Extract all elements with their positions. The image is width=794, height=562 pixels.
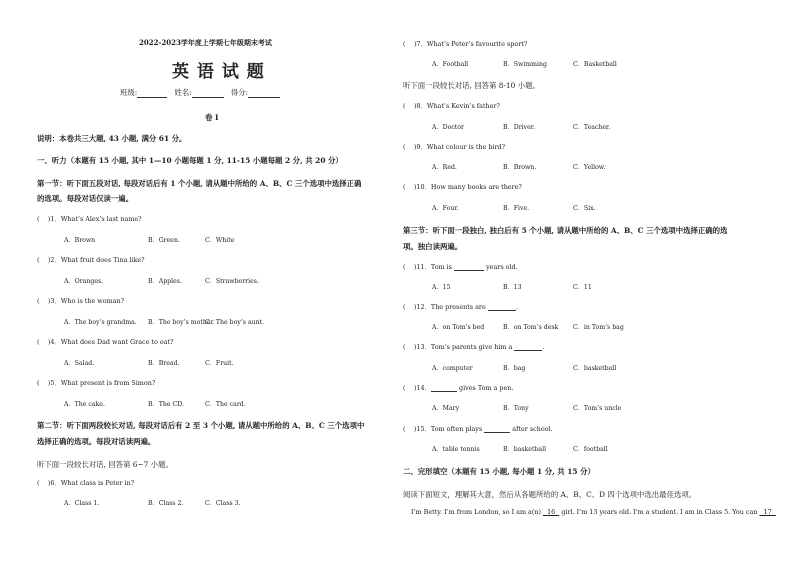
section2-instruction-line1: 第二节：听下面两段较长对话, 每段对话后有 2 至 3 个小题, 请从题中所给的 A、B、C 三个选项中 [37,421,365,430]
blank-17[interactable]: 17 [763,508,772,516]
question-text: ( )5．What present is from Simon? [37,379,156,387]
option-c[interactable]: C．Six. [573,205,596,212]
option-c[interactable]: C．Basketball [573,61,617,68]
option-a[interactable]: A．on Tom’s bed [432,324,485,331]
option-b[interactable]: B．Tony [503,405,529,412]
section1-instruction-line1: 第一节：听下面五段对话, 每段对话后有 1 个小题, 请从题中所给的 A、B、C 三个选项中选择正确 [37,179,362,188]
option-a[interactable]: A．Salad. [64,360,95,367]
question-text: ( )2．What fruit does Tina like? [37,256,145,264]
section3-instruction-line1: 第三节：听下面一段独白, 独白后有 5 个小题, 请从题中所给的 A、B、C 三个选项中选择正确的选 [403,226,728,235]
option-a[interactable]: A．computer [432,365,473,372]
option-b[interactable]: B．Driver. [503,124,536,131]
answer-blank[interactable] [431,384,457,392]
question-text: ( )1．What’s Alex’s last name? [37,215,142,223]
cloze-text: I’m Betty. I’m from London, so I am a(n) 16 girl. I’m 13 years old. I’m a student. I am in Class 5. You can 17 [411,508,776,516]
option-b[interactable]: B．Class 2. [148,500,184,507]
question-text: ( )4．What does Dad want Grace to eat? [37,338,174,346]
option-b[interactable]: B．on Tom’s desk [503,324,559,331]
option-a[interactable]: A．The boy’s grandma. [64,319,137,326]
question-text: ( )15．Tom often plays after school. [403,425,553,433]
class-label: 班级: [120,88,138,97]
answer-blank[interactable] [484,425,510,433]
score-label: 得分: [230,88,248,97]
section3-instruction-line2: 项。独白读两遍。 [403,242,463,251]
option-a[interactable]: A．Mary [432,405,460,412]
section2-instruction-line2: 选择正确的选项。每段对话读两遍。 [37,437,156,446]
option-a[interactable]: A．Football [432,61,469,68]
option-c[interactable]: C．Fruit. [205,360,234,367]
question-text: ( )11．Tom is years old. [403,263,518,271]
option-b[interactable]: B．The boy’s mother. [148,319,215,326]
cloze-instruction: 阅读下面短文，理解其大意，然后从各题所给的 A、B、C、D 四个选项中选出最佳选项。 [403,490,697,499]
score-blank[interactable] [248,90,280,98]
option-a[interactable]: A．Oranges. [64,278,104,285]
question-text: ( )7．What’s Peter’s favourite sport? [403,40,528,48]
option-b[interactable]: B．Apples. [148,278,182,285]
exam-year: 2022-2023学年度上学期七年级期末考试 [139,38,272,47]
question-text: ( )8．What’s Kevin’s father? [403,102,500,110]
instruction-8-10: 听下面一段较长对话, 回答第 8-10 小题。 [403,81,540,90]
instruction-6-7: 听下面一段较长对话, 回答第 6~7 小题。 [37,460,173,469]
answer-blank[interactable] [514,343,542,351]
answer-blank[interactable] [488,303,516,311]
volume-label: 卷 I [205,113,219,122]
answer-blank[interactable] [454,263,484,271]
question-text: ( )3．Who is the woman? [37,297,125,305]
page-title: 英 语 试 题 [172,62,265,82]
question-text: ( )9．What colour is the bird? [403,143,506,151]
blank-16[interactable]: 16 [547,508,556,516]
option-b[interactable]: B．The CD. [148,401,184,408]
option-c[interactable]: C．Yellow. [573,164,606,171]
class-blank[interactable] [137,90,167,98]
option-c[interactable]: C．White [205,237,235,244]
cloze-heading: 二、完形填空（本题有 15 小题, 每小题 1 分, 共 15 分） [403,467,595,476]
student-info-line [120,87,280,98]
option-b[interactable]: B．Brown. [503,164,537,171]
option-c[interactable]: C．football [573,446,608,453]
option-c[interactable]: C．Class 3. [205,500,241,507]
option-c[interactable]: C．11 [573,284,592,291]
option-c[interactable]: C．basketball [573,365,617,372]
option-a[interactable]: A．table tennis [432,446,480,453]
option-b[interactable]: B．Green. [148,237,180,244]
question-text: ( )13．Tom’s parents give him a . [403,343,545,351]
question-text: ( )14． gives Tom a pen. [403,384,514,392]
option-c[interactable]: C．The card. [205,401,246,408]
option-b[interactable]: B．bag [503,365,526,372]
question-text: ( )10．How many books are there? [403,183,522,191]
option-c[interactable]: C．Tom’s uncle [573,405,622,412]
section1-instruction-line2: 的选项。每段对话仅读一遍。 [37,194,134,203]
option-b[interactable]: B．basketball [503,446,547,453]
option-a[interactable]: A．15 [432,284,451,291]
question-text: ( )6．What class is Peter in? [37,479,135,487]
option-b[interactable]: B．Swimming [503,61,547,68]
option-b[interactable]: B．13 [503,284,522,291]
name-label: 姓名: [174,88,192,97]
option-a[interactable]: A．Doctor [432,124,464,131]
option-c[interactable]: C．in Tom’s bag [573,324,624,331]
option-a[interactable]: A．Four. [432,205,459,212]
option-a[interactable]: A．Brown [64,237,96,244]
option-b[interactable]: B．Five. [503,205,530,212]
option-c[interactable]: C．Teacher. [573,124,611,131]
option-a[interactable]: A．Red. [432,164,457,171]
question-text: ( )12．The presents are . [403,303,518,311]
option-c[interactable]: C．The boy’s aunt. [205,319,265,326]
exam-note: 说明：本卷共三大题, 43 小题, 满分 61 分。 [37,134,187,143]
name-blank[interactable] [192,90,224,98]
option-a[interactable]: A．The cake. [64,401,105,408]
listening-heading: 一、听力（本题有 15 小题, 其中 1—10 小题每题 1 分, 11-15 小题每题 2 分, 共 20 分） [37,156,343,165]
option-b[interactable]: B．Bread. [148,360,180,367]
option-a[interactable]: A．Class 1. [64,500,100,507]
option-c[interactable]: C．Strawberries. [205,278,259,285]
right-column [397,0,794,562]
